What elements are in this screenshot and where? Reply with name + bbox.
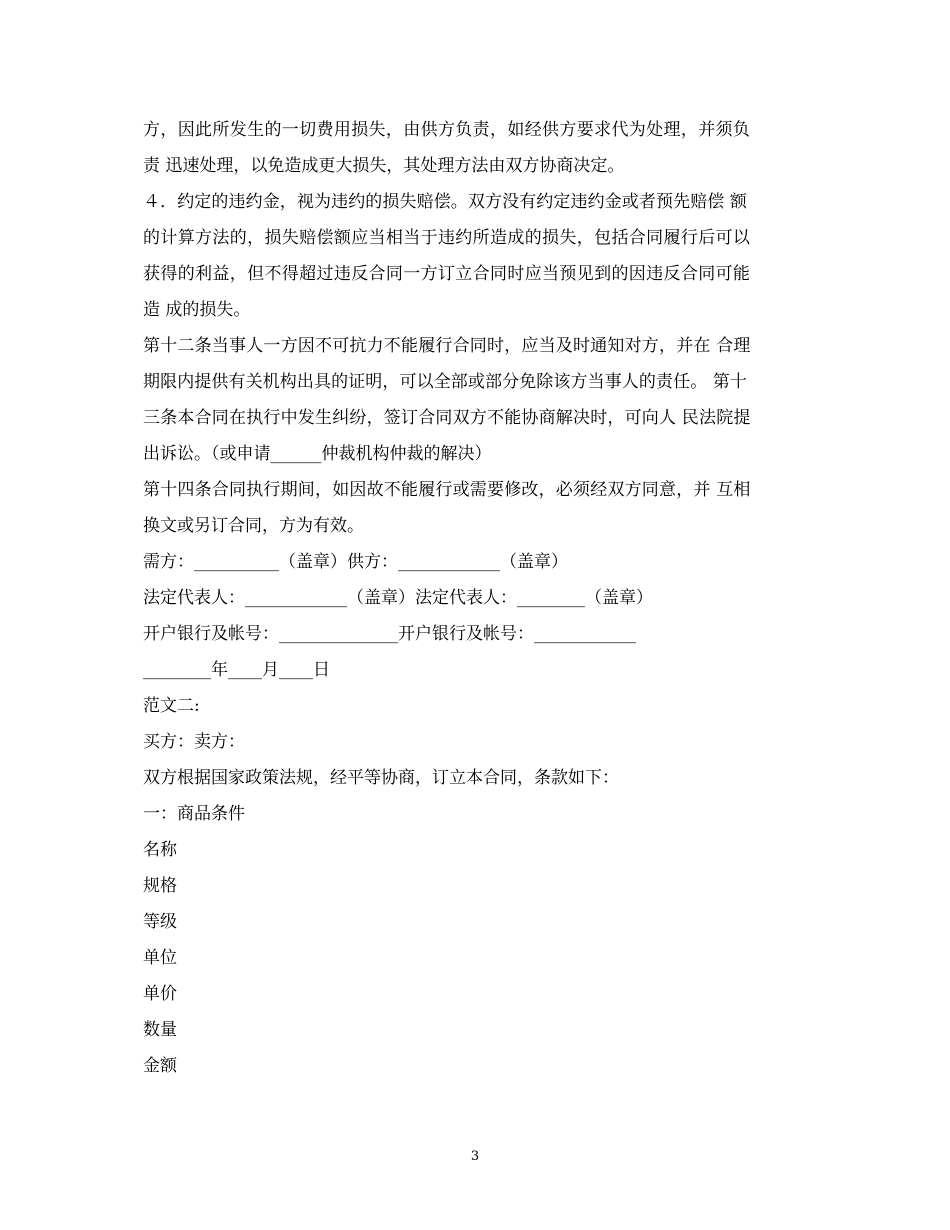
text-line: 三条本合同在执行中发生纠纷，签订合同双方不能协商解决时，可向人 民法院提 xyxy=(143,408,751,428)
text-line: ４．约定的违约金，视为违约的损失赔偿。双方没有约定违约金或者预先赔偿 额 xyxy=(143,192,748,212)
text-line: 造 成的损失。 xyxy=(143,300,251,320)
text-line: 第十四条合同执行期间，如因故不能履行或需要修改，必须经双方同意，并 互相 xyxy=(143,480,751,500)
signature-line-buyer-supplier: 需方：__________（盖章）供方：____________（盖章） xyxy=(143,552,568,572)
text-line: 换文或另订合同，方为有效。 xyxy=(143,516,364,536)
section-heading-sample-two: 范文二: xyxy=(143,696,200,716)
text-line: 方，因此所发生的一切费用损失，由供方负责，如经供方要求代为处理，并须负 xyxy=(143,120,751,140)
field-label: 金额 xyxy=(143,1056,177,1076)
page-number: 3 xyxy=(470,1149,480,1164)
field-label: 数量 xyxy=(143,1020,177,1040)
date-line: ________年____月____日 xyxy=(143,660,330,680)
signature-line-bank-account: 开户银行及帐号：______________开户银行及帐号：____________ xyxy=(143,624,636,644)
field-label: 单价 xyxy=(143,984,177,1004)
text-line: 买方：卖方： xyxy=(143,732,245,752)
text-line: 的计算方法的，损失赔偿额应当相当于违约所造成的损失，包括合同履行后可以 xyxy=(143,228,751,248)
text-line: 期限内提供有关机构出具的证明，可以全部或部分免除该方当事人的责任。 第十 xyxy=(143,372,748,392)
field-label: 等级 xyxy=(143,912,177,932)
text-line: 第十二条当事人一方因不可抗力不能履行合同时，应当及时通知对方，并在 合理 xyxy=(143,336,751,356)
section-heading-goods-conditions: 一：商品条件 xyxy=(143,804,245,824)
field-label: 规格 xyxy=(143,876,177,896)
field-label: 单位 xyxy=(143,948,177,968)
text-line: 双方根据国家政策法规，经平等协商，订立本合同，条款如下： xyxy=(143,768,619,788)
text-line: 出诉讼。（或申请______仲裁机构仲裁的解决） xyxy=(143,444,492,464)
field-label: 名称 xyxy=(143,840,177,860)
signature-line-legal-representative: 法定代表人：____________（盖章）法定代表人：________（盖章） xyxy=(143,588,653,608)
text-line: 获得的利益，但不得超过违反合同一方订立合同时应当预见到的因违反合同可能 xyxy=(143,264,751,284)
text-line: 责 迅速处理，以免造成更大损失，其处理方法由双方协商决定。 xyxy=(143,156,625,176)
